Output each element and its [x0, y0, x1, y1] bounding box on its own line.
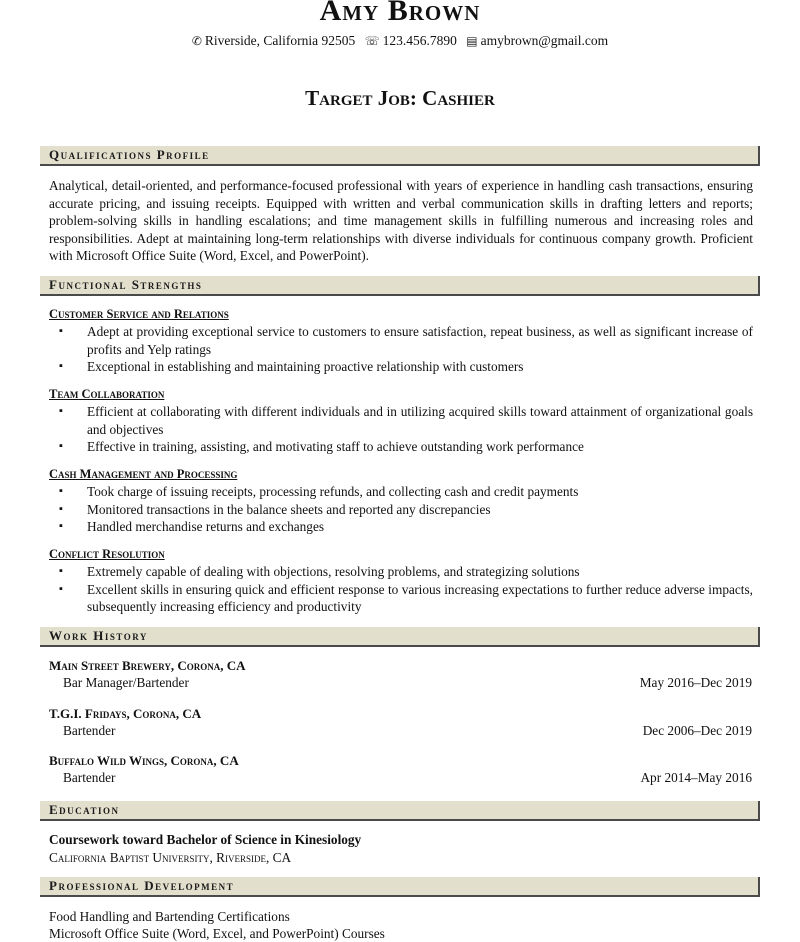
laptop-icon: ▤ — [466, 34, 478, 48]
strength-group-title: Customer Service and Relations — [49, 307, 229, 321]
qualifications-text: Analytical, detail-oriented, and performance-focused professional with years of experience in handling cash transactions, ensuring accurate pricing, and issuing receipts. Equipped with written and verbal communication skills in drafting letters and reports; problem-solving skills in handling escalations; and time management skills in fulfilling numerous and increasing roles and responsibilities. Adept at maintaining long-term relationships with diverse individuals for continuous company growth. Proficient with Microsoft Office Suite (Word, Excel, and PowerPoint). — [49, 178, 753, 264]
education-heading: Education — [40, 801, 760, 821]
job-title: Bartender — [63, 723, 116, 738]
job-dates: Dec 2006–Dec 2019 — [642, 723, 752, 738]
bullet-item: ▪ Took charge of issuing receipts, processing refunds, and collecting cash and credit payments — [49, 483, 753, 501]
strengths-heading: Functional Strengths — [40, 276, 760, 296]
bullet-item: ▪ Adept at providing exceptional service to customers to ensure satisfaction, repeat business, as well as significant increase of profits and Yelp ratings — [49, 323, 753, 358]
job-entry — [49, 657, 752, 692]
strength-group-title: Conflict Resolution — [49, 547, 165, 561]
house-phone-icon: ✆ — [191, 34, 202, 48]
job-title: Bartender — [63, 770, 116, 785]
strength-group-title: Team Collaboration — [49, 387, 165, 401]
strength-bullets — [49, 403, 753, 456]
job-entry — [49, 705, 752, 740]
job-dates: May 2016–Dec 2019 — [639, 675, 752, 690]
bullet-item: ▪ Extremely capable of dealing with objections, resolving problems, and strategizing solutions — [49, 563, 753, 581]
job-dates: Apr 2014–May 2016 — [640, 770, 752, 785]
work-history-heading: Work History — [40, 627, 760, 647]
education-school: California Baptist University, Riverside, CA — [49, 850, 292, 865]
bullet-item: ▪ Monitored transactions in the balance sheets and reported any discrepancies — [49, 501, 753, 519]
bullet-item: ▪ Efficient at collaborating with different individuals and in utilizing acquired skills toward attainment of organizational goals and objectives — [49, 403, 753, 438]
development-heading: Professional Development — [40, 877, 760, 897]
qualifications-heading: Qualifications Profile — [40, 146, 760, 166]
address-text: Riverside, California 92505 — [204, 33, 356, 48]
development-item: Microsoft Office Suite (Word, Excel, and PowerPoint) Courses — [49, 926, 385, 941]
strength-bullets — [49, 563, 753, 616]
development-item: Food Handling and Bartending Certifications — [49, 909, 290, 924]
education-degree: Coursework toward Bachelor of Science in Kinesiology — [49, 832, 362, 847]
candidate-name: Amy Brown — [319, 0, 481, 27]
job-company: T.G.I. Fridays, Corona, CA — [49, 706, 202, 721]
bullet-item: ▪ Handled merchandise returns and exchanges — [49, 518, 753, 536]
bullet-item: ▪ Exceptional in establishing and maintaining proactive relationship with customers — [49, 358, 753, 376]
email-text: amybrown@gmail.com — [480, 33, 609, 48]
bullet-item: ▪ Effective in training, assisting, and motivating staff to achieve outstanding work performance — [49, 438, 753, 456]
job-company: Buffalo Wild Wings, Corona, CA — [49, 753, 239, 768]
job-company: Main Street Brewery, Corona, CA — [49, 658, 246, 673]
target-job-title: Target Job: Cashier — [305, 86, 495, 110]
phone-text: 123.456.7890 — [382, 33, 457, 48]
bullet-item: ▪ Excellent skills in ensuring quick and efficient response to various increasing expectations to further reduce adverse impacts, subsequently increasing efficiency and productivity — [49, 581, 753, 616]
strength-group-title: Cash Management and Processing — [49, 467, 238, 481]
job-title: Bar Manager/Bartender — [63, 675, 189, 690]
strength-bullets — [49, 483, 753, 536]
telephone-icon: ☏ — [364, 34, 380, 48]
strength-bullets — [49, 323, 753, 376]
job-entry — [49, 752, 752, 787]
contact-line — [0, 33, 800, 49]
